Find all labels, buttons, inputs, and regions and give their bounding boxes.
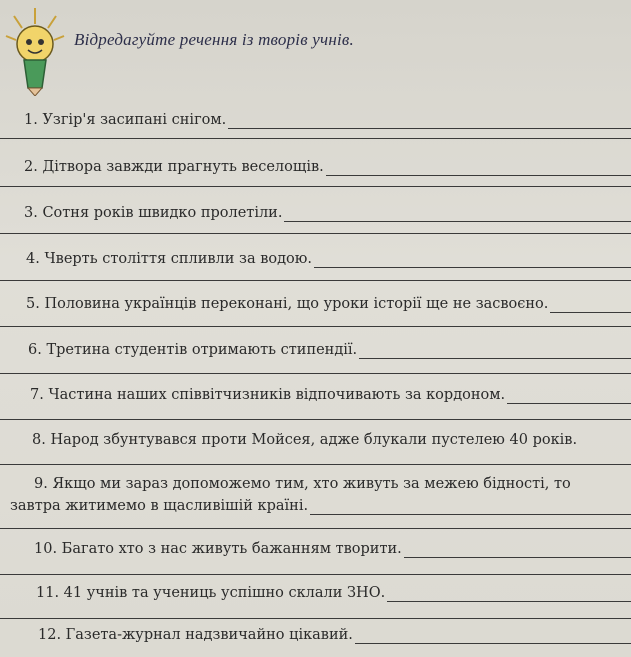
- sentence-9-continued: завтра житимемо в щасливішій країні.: [10, 497, 631, 515]
- sentence-2: 2. Дітвора завжди прагнуть веселощів.: [24, 158, 631, 176]
- sentence-10: 10. Багато хто з нас живуть бажанням творити.: [34, 540, 631, 558]
- pencil-mascot-icon: [4, 4, 66, 96]
- answer-line: [314, 253, 631, 268]
- answer-line: [0, 326, 631, 327]
- answer-line: [0, 419, 631, 420]
- answer-line: [326, 161, 631, 176]
- sentence-11: 11. 41 учнів та учениць успішно склали ЗНО.: [36, 584, 631, 602]
- sentence-6: 6. Третина студентів отримають стипендії.: [28, 341, 631, 359]
- page-title: Відредагуйте речення із творів учнів.: [74, 30, 354, 49]
- answer-line: [310, 500, 631, 515]
- sentence-1: 1. Узгір'я засипані снігом.: [24, 111, 631, 129]
- sentence-5: 5. Половина українців переконані, що уроки історії ще не засвоєно.: [26, 295, 631, 313]
- sentence-8: 8. Народ збунтувався проти Мойсея, адже блукали пустелею 40 років.: [32, 432, 578, 448]
- answer-line: [0, 138, 631, 139]
- answer-line: [228, 114, 631, 129]
- answer-line: [0, 233, 631, 234]
- answer-line: [0, 373, 631, 374]
- answer-line: [0, 186, 631, 187]
- answer-line: [284, 207, 631, 222]
- answer-line: [0, 618, 631, 619]
- answer-line: [550, 298, 631, 313]
- answer-line: [404, 543, 631, 558]
- answer-line: [0, 464, 631, 465]
- sentence-12: 12. Газета-журнал надзвичайно цікавий.: [38, 626, 631, 644]
- sentence-3: 3. Сотня років швидко пролетіли.: [24, 204, 631, 222]
- sentence-7: 7. Частина наших співвітчизників відпочивають за кордоном.: [30, 386, 631, 404]
- answer-line: [507, 389, 631, 404]
- answer-line: [355, 629, 631, 644]
- answer-line: [0, 280, 631, 281]
- sentence-9: 9. Якщо ми зараз допоможемо тим, хто живуть за межею бідності, то: [34, 476, 571, 492]
- answer-line: [0, 528, 631, 529]
- sentence-4: 4. Чверть століття спливли за водою.: [26, 250, 631, 268]
- answer-line: [387, 587, 631, 602]
- answer-line: [359, 344, 631, 359]
- answer-line: [0, 574, 631, 575]
